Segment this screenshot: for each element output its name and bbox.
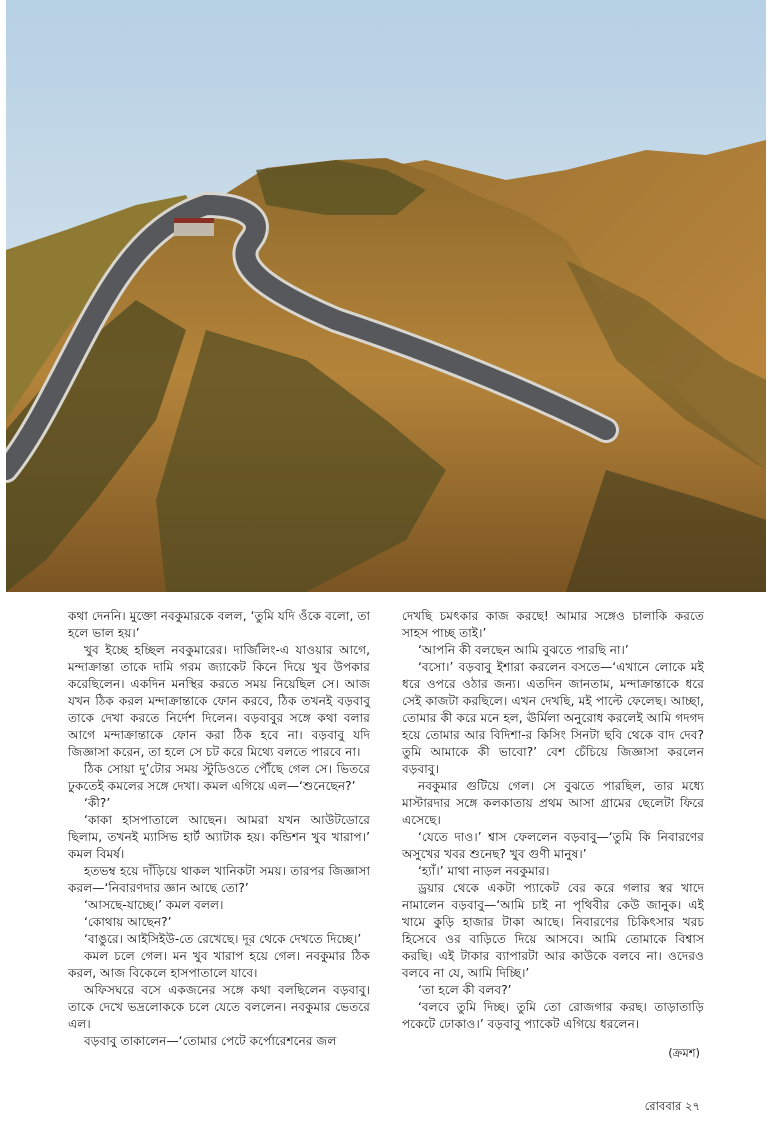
paragraph: ‘তা হলে কী বলব?’ (418, 983, 512, 997)
paragraph: দেখছি চমৎকার কাজ করছে! আমার সঙ্গেও চালাকি করতে সাহস পাচ্ছ তাই।’ (402, 609, 704, 640)
paragraph: কথা দেননি। মুক্তো নবকুমারকে বলল, ‘তুমি যদি ওঁকে বলো, তা হলে ভাল হয়।’ (68, 609, 370, 640)
paragraph: ‘বলবে তুমি দিচ্ছ। তুমি তো রোজগার করছ। তাড়াতাড়ি পকেটে ঢোকাও।’ বড়বাবু প্যাকেট এগিয়ে ধরলেন। (402, 1000, 704, 1031)
right-text-column (402, 608, 704, 1033)
left-text-column (68, 608, 370, 1050)
paragraph: ‘বসো।’ বড়বাবু ইশারা করলেন বসতে—‘এখানে লোকে মই ধরে ওপরে ওঠার জন্য। এতদিন জানতাম, মন্দাক্রান্তাকে ধরে সেই কাজটা করছিলে। এখন দেখছি, মই পাল্টে ফেলেছ। আচ্ছা, তোমার কী করে মনে হল, ঊর্মিলা অনুরোধ করলেই আমি গদগদ হয়ে তোমার আর বিদিশা-র কিসিং সিনটা ছবি থেকে বাদ দেব? তুমি আমাকে কী ভাবো?’ বেশ চেঁচিয়ে জিজ্ঞাসা করলেন বড়বাবু। (402, 660, 704, 776)
paragraph: বড়বাবু তাকালেন—‘তোমার পেটে কর্পোরেশনের জল (84, 1034, 337, 1048)
paragraph: কমল চলে গেল। মন খুব খারাপ হয়ে গেল। নবকুমার ঠিক করল, আজ বিকেলে হাসপাতালে যাবে। (68, 949, 370, 980)
paragraph: ড্রয়ার থেকে একটা প্যাকেট বের করে গলার স্বর খাদে নামালেন বড়বাবু—‘আমি চাই না পৃথিবীর কেউ জানুক। এই খামে কুড়ি হাজার টাকা আছে। নিবারণের চিকিৎসার খরচ হিসেবে ওর বাড়িতে দিয়ে আসবে। আমি তোমাকে বিশ্বাস করছি। এই টাকার ব্যাপারটা আর কাউকে বলবে না। ওদেরও বলবে না যে, আমি দিচ্ছি।’ (402, 881, 704, 980)
paragraph: ‘কাকা হাসপাতালে আছেন। আমরা যখন আউটডোরে ছিলাম, তখনই ম্যাসিভ হার্ট অ্যাটাক হয়। কন্ডিশন খুব খারাপ।’ কমল বিমর্ষ। (68, 813, 370, 861)
paragraph: ‘বাঙুরে। আইসিইউ-তে রেখেছে। দূর থেকে দেখতে দিচ্ছে।’ (84, 932, 362, 946)
paragraph: ‘হ্যাঁ।’ মাথা নাড়ল নবকুমার। (418, 864, 550, 878)
paragraph: ‘আপনি কী বলছেন আমি বুঝতে পারছি না।’ (418, 643, 629, 657)
paragraph: অফিসঘরে বসে একজনের সঙ্গে কথা বলছিলেন বড়বাবু। তাকে দেখে ভদ্রলোককে চলে যেতে বললেন। নবকুমার ভেতরে এল। (68, 983, 370, 1031)
paragraph: নবকুমার গুটিয়ে গেল। সে বুঝতে পারছিল, তার মধ্যে মাস্টারদার সঙ্গে কলকাতায় প্রথম আসা গ্রামের ছেলেটা ফিরে এসেছে। (402, 779, 704, 827)
paragraph: ‘আসছে-যাচ্ছে।’ কমল বলল। (84, 898, 224, 912)
paragraph: হতভম্ব হয়ে দাঁড়িয়ে থাকল খানিকটা সময়। তারপর জিজ্ঞাসা করল—‘নিবারণদার জ্ঞান আছে তো?’ (68, 864, 370, 895)
paragraph: ‘যেতে দাও।’ শ্বাস ফেললেন বড়বাবু—‘তুমি কি নিবারণের অসুখের খবর শুনেছ? খুব গুণী মানুষ।’ (402, 830, 704, 861)
page-footer: রোববার ২৭ (644, 1099, 700, 1113)
mountain-road-photo (6, 0, 766, 592)
paragraph: ঠিক সোয়া দু’টোর সময় স্টুডিওতে পৌঁছে গেল সে। ভিতরে ঢুকতেই কমলের সঙ্গে দেখা। কমল এগিয়ে এল—‘শুনেছেন?’ (68, 762, 370, 793)
paragraph: খুব ইচ্ছে হচ্ছিল নবকুমারের। দার্জিলিং-এ যাওয়ার আগে, মন্দাক্রান্তা তাকে দামি গরম জ্যাকেট কিনে দিয়ে খুব উপকার করেছিলেন। একদিন মনস্থির করতে সময় নিয়েছিল সে। আজ যখন ঠিক করল মন্দাক্রান্তাকে ফোন করবে, ঠিক তখনই বড়বাবু তাকে দেখা করতে নির্দেশ দিলেন। বড়বাবুর সঙ্গে কথা বলার আগে মন্দাক্রান্তাকে ফোন করা ঠিক হবে না। বড়বাবু যদি জিজ্ঞাসা করেন, তা হলে সে চট করে মিথ্যে বলতে পারবে না। (68, 643, 370, 759)
paragraph: ‘কী?’ (84, 796, 111, 810)
roadside-building (174, 222, 214, 236)
to-be-continued-note: (ক্রমশ) (668, 1046, 700, 1060)
paragraph: ‘কোথায় আছেন?’ (84, 915, 172, 929)
